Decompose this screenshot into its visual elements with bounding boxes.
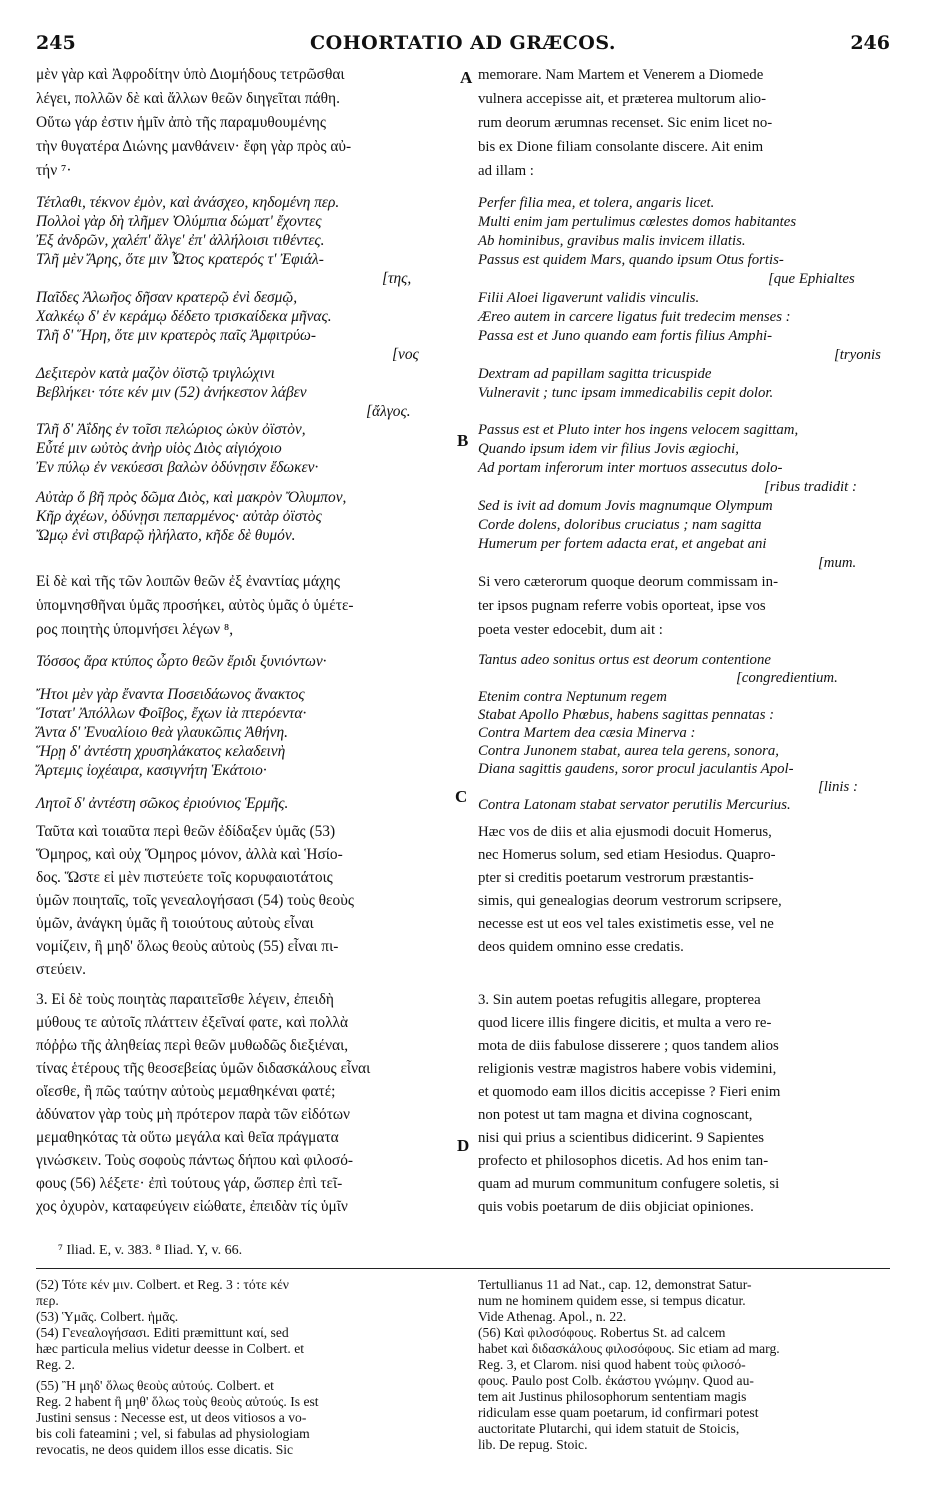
- note-line: Reg. 3, et Clarom. nisi quod habent τοὺς φιλοσό-: [478, 1357, 746, 1372]
- greek-verse-cont: [νος: [392, 346, 419, 363]
- greek-line: λέγει, πολλῶν δὲ καὶ ἄλλων θεῶν διηγεῖται πάθη.: [36, 90, 340, 107]
- note-line: habet καὶ διδασκάλους φιλοσόφους. Sic etiam ad marg.: [478, 1341, 780, 1356]
- greek-verse: Ἤτοι μὲν γὰρ ἔναντα Ποσειδάωνος ἄνακτος: [36, 686, 305, 703]
- greek-verse: Ἥρῃ δ' ἀντέστη χρυσηλάκατος κελαδεινὴ: [36, 743, 286, 760]
- note-line: num ne hominem quidem esse, si tempus dicatur.: [478, 1293, 746, 1308]
- greek-verse-cont: [της,: [382, 270, 412, 287]
- note-line: (53) Ὑμᾶς. Colbert. ἡμᾶς.: [36, 1309, 179, 1324]
- greek-line: μεμαθηκότας τὰ οὕτω μεγάλα καὶ θεῖα πράγματα: [36, 1129, 339, 1146]
- note-line: Tertullianus 11 ad Nat., cap. 12, demonstrat Satur-: [478, 1277, 752, 1292]
- latin-line: quam ad murum communitum confugere soletis, si: [478, 1176, 780, 1192]
- latin-line: religionis vestræ magistros habere vobis videmini,: [478, 1061, 777, 1077]
- latin-line: deos quidem omnino esse credatis.: [478, 939, 684, 955]
- latin-verse: Sed is ivit ad domum Jovis magnumque Olympum: [478, 498, 773, 514]
- latin-verse: Contra Martem dea cæsia Minerva :: [478, 725, 696, 741]
- greek-verse: Λητοῖ δ' ἀντέστη σῶκος ἐριούνιος Ἑρμῆς.: [36, 795, 289, 812]
- note-line: revocatis, ne deos quidem illos esse dicatis. Sic: [36, 1442, 294, 1457]
- note-line: Justini sensus : Necesse est, ut deos vitiosos a vo-: [36, 1410, 307, 1425]
- latin-line: mota de diis fabulose disserere ; quos tandem alios: [478, 1038, 779, 1054]
- greek-line: στεύειν.: [36, 961, 86, 978]
- note-line: auctoritate Plutarchi, qui idem statuit de Stoicis,: [478, 1421, 740, 1436]
- greek-verse: Εὖτέ μιν ωὐτὸς ἀνὴρ υἱὸς Διὸς αἰγιόχοιο: [36, 440, 282, 457]
- greek-line: τίνας ἑτέρους τῆς θεοσεβείας ὑμῶν διδασκάλους εἶναι: [36, 1060, 371, 1077]
- greek-verse: Πολλοὶ γὰρ δὴ τλῆμεν Ὀλύμπια δώματ' ἔχοντες: [36, 213, 322, 230]
- latin-verse: Passus est quidem Mars, quando ipsum Otus fortis-: [478, 252, 784, 268]
- latin-line: bis ex Dione filiam consolante discere. Ait enim: [478, 139, 764, 155]
- greek-verse: Παῖδες Ἀλωῆος δῆσαν κρατερῷ ἐνὶ δεσμῷ,: [36, 289, 298, 306]
- latin-line: et quomodo eam illos dicitis accepisse ? Fieri enim: [478, 1084, 781, 1100]
- running-title: COHORTATIO AD GRÆCOS.: [310, 32, 616, 54]
- latin-verse: Filii Aloei ligaverunt validis vinculis.: [478, 290, 700, 306]
- greek-verse: Ἵστατ' Ἀπόλλων Φοῖβος, ἔχων ἰὰ πτερόεντα·: [36, 705, 307, 722]
- latin-verse-cont: [que Ephialtes: [768, 271, 855, 287]
- left-page-number: 245: [36, 32, 76, 54]
- latin-verse: Passus est et Pluto inter hos ingens velocem sagittam,: [478, 422, 799, 438]
- margin-letter-d: D: [457, 1136, 470, 1155]
- note-line: Reg. 2 habent ἢ μηθ' ὅλως τοὺς θεοὺς αὐτούς. Is est: [36, 1394, 319, 1409]
- greek-line: νομίζειν, ἢ μηδ' ὅλως θεοὺς αὐτοὺς (55) εἶναι πι-: [36, 938, 339, 955]
- latin-line: quod licere illis fingere dicitis, et multa a vero re-: [478, 1015, 772, 1031]
- latin-verse-cont: [tryonis: [834, 347, 881, 363]
- note-line: lib. De repug. Stoic.: [478, 1437, 588, 1452]
- latin-line: necesse est ut eos vel tales existimetis esse, vel ne: [478, 916, 774, 932]
- latin-line: vulnera accepisse ait, et præterea multorum alio-: [478, 91, 767, 107]
- latin-line: Si vero cæterorum quoque deorum commissam in-: [478, 574, 778, 590]
- greek-line: τὴν θυγατέρα Διώνης μανθάνειν· ἔφη γὰρ πρὸς αὐ-: [36, 138, 352, 155]
- greek-line: Οὕτω γάρ ἐστιν ἡμῖν ἀπὸ τῆς παραμυθουμένης: [36, 114, 326, 131]
- greek-verse: Τλῆ δ' Ἀΐδης ἐν τοῖσι πελώριος ὠκὺν ὀϊστὸν,: [36, 421, 306, 438]
- greek-verse: Κῆρ ἀχέων, ὀδύνῃσι πεπαρμένος· αὐτὰρ ὀϊστὸς: [36, 508, 322, 525]
- greek-verse: Χαλκέῳ δ' ἐν κεράμῳ δέδετο τρισκαίδεκα μῆνας.: [36, 308, 332, 325]
- greek-line: τήν ⁷·: [36, 162, 72, 179]
- latin-line: nec Homerus solum, sed etiam Hesiodus. Quapro-: [478, 847, 776, 863]
- latin-line: Hæc vos de diis et alia ejusmodi docuit Homerus,: [478, 824, 772, 840]
- margin-letter-a: A: [460, 68, 473, 87]
- greek-line: χος ὀχυρὸν, καταφεύγειν εἰώθατε, ἐπειδὰν τίς ὑμῖν: [36, 1198, 348, 1215]
- greek-verse: Τλῆ μὲν Ἄρης, ὅτε μιν Ὦτος κρατερός τ' Ἐφιάλ-: [36, 251, 324, 268]
- latin-verse: Æreo autem in carcere ligatus fuit tredecim menses :: [478, 309, 791, 325]
- note-line: περ.: [36, 1293, 59, 1308]
- greek-line: μὲν γὰρ καὶ Ἀφροδίτην ὑπὸ Διομήδους τετρῶσθαι: [36, 66, 345, 83]
- greek-verse: Τόσσος ἄρα κτύπος ὦρτο θεῶν ἔριδι ξυνιόντων·: [36, 653, 327, 670]
- note-line: ridiculam esse quam poetarum, id confirmari potest: [478, 1405, 759, 1420]
- latin-line: profecto et philosophos dicetis. Ad hos enim tan-: [478, 1153, 769, 1169]
- latin-verse: Diana sagittis gaudens, soror procul jaculantis Apol-: [478, 761, 794, 777]
- latin-verse: Ab hominibus, gravibus malis invicem illatis.: [478, 233, 746, 249]
- latin-line: nisi qui prius a scientibus didicerint. 9 Sapientes: [478, 1130, 765, 1146]
- greek-verse: Τέτλαθι, τέκνον ἐμὸν, καὶ ἀνάσχεο, κηδομένη περ.: [36, 194, 340, 211]
- greek-line: δος. Ὥστε εἰ μὲν πιστεύετε τοῖς κορυφαιοτάτοις: [36, 869, 333, 886]
- greek-line: Ταῦτα καὶ τοιαῦτα περὶ θεῶν ἐδίδαξεν ὑμᾶς (53): [36, 823, 336, 840]
- greek-verse: Τλῆ δ' Ἥρη, ὅτε μιν κρατερὸς παῖς Ἀμφιτρύω-: [36, 327, 317, 344]
- margin-letter-b: B: [457, 431, 469, 450]
- latin-line: ad illam :: [478, 163, 534, 179]
- latin-line: 3. Sin autem poetas refugitis allegare, propterea: [478, 992, 761, 1008]
- latin-line: poeta vester edocebit, dum ait :: [478, 622, 663, 638]
- latin-line: memorare. Nam Martem et Venerem a Diomede: [478, 67, 764, 83]
- greek-verse-cont: [ἄλγος.: [366, 403, 411, 420]
- greek-line: Εἰ δὲ καὶ τῆς τῶν λοιπῶν θεῶν ἐξ ἐναντίας μάχης: [36, 573, 340, 590]
- latin-verse: Corde dolens, doloribus cruciatus ; nam sagitta: [478, 517, 762, 533]
- latin-verse: Stabat Apollo Phœbus, habens sagittas pennatas :: [478, 707, 775, 723]
- footnote-rule: [36, 1268, 890, 1269]
- right-page-number: 246: [850, 32, 890, 54]
- latin-verse: Contra Latonam stabat servator perutilis Mercurius.: [478, 797, 791, 813]
- greek-line: ὑπομνησθῆναι ὑμᾶς προσήκει, αὐτὸς ὑμᾶς ὁ ὑμέτε-: [36, 597, 354, 614]
- note-line: Reg. 2.: [36, 1357, 75, 1372]
- latin-line: ter ipsos pugnam referre vobis oporteat, ipse vos: [478, 598, 766, 614]
- latin-verse-cont: [mum.: [818, 555, 857, 571]
- latin-verse-cont: [congredientium.: [736, 670, 838, 686]
- latin-verse: Vulneravit ; tunc ipsam immedicabilis cepit dolor.: [478, 385, 774, 401]
- note-line: bis coli fateamini ; vel, si fabulas ad physiologiam: [36, 1426, 310, 1441]
- greek-line: ὑμῶν, ἀνάγκη ὑμᾶς ἢ τοιούτους αὐτοὺς εἶναι: [36, 915, 314, 932]
- greek-verse: Δεξιτερὸν κατὰ μαζὸν ὀϊστῷ τριγλώχινι: [36, 365, 275, 382]
- greek-verse: Ἐξ ἀνδρῶν, χαλέπ' ἄλγε' ἐπ' ἀλλήλοισι τιθέντες.: [36, 232, 325, 249]
- margin-letter-c: C: [455, 787, 468, 806]
- note-line: (52) Τότε κέν μιν. Colbert. et Reg. 3 : τότε κέν: [36, 1277, 289, 1292]
- note-line: tem ait Justinus philosophorum sententiam magis: [478, 1389, 747, 1404]
- latin-line: rum deorum ærumnas recenset. Sic enim licet no-: [478, 115, 773, 131]
- greek-verse: Ἐν πύλῳ ἐν νεκύεσσι βαλὼν ὀδύνῃσιν ἔδωκεν·: [36, 459, 319, 476]
- latin-verse: Perfer filia mea, et tolera, angaris licet.: [478, 195, 715, 211]
- note-line: Vide Athenag. Apol., n. 22.: [478, 1309, 627, 1324]
- note-line: (56) Καὶ φιλοσόφους. Robertus St. ad calcem: [478, 1325, 726, 1340]
- latin-verse: Etenim contra Neptunum regem: [478, 689, 667, 705]
- latin-verse: Quando ipsum idem vir filius Jovis ægiochi,: [478, 441, 739, 457]
- greek-line: ἀδύνατον γὰρ τοὺς μὴ πρότερον παρὰ τῶν εἰδότων: [36, 1106, 350, 1123]
- greek-verse: Ὤμῳ ἐνὶ στιβαρῷ ἠλήλατο, κῆδε δὲ θυμόν.: [36, 527, 296, 544]
- note-line: (54) Γενεαλογήσασι. Editi præmittunt καί, sed: [36, 1325, 289, 1340]
- latin-verse: Contra Junonem stabat, aurea tela gerens, sonora,: [478, 743, 779, 759]
- greek-line: Ὅμηρος, καὶ οὐχ Ὅμηρος μόνον, ἀλλὰ καὶ Ἡσίο-: [36, 846, 343, 863]
- greek-verse: Βεβλήκει· τότε κέν μιν (52) ἀνήκεστον λάβεν: [36, 384, 307, 401]
- latin-verse: Tantus adeo sonitus ortus est deorum contentione: [478, 652, 771, 668]
- note-line: hæc particula melius videtur deesse in Colbert. et: [36, 1341, 305, 1356]
- greek-verse: Αὐτὰρ ὅ βῆ πρὸς δῶμα Διὸς, καὶ μακρὸν Ὄλυμπον,: [36, 489, 347, 506]
- greek-line: ὑμῶν ποιηταῖς, τοῖς γενεαλογήσασι (54) τοὺς θεοὺς: [36, 892, 354, 909]
- greek-verse: Ἄντα δ' Ἐνυαλίοιο θεὰ γλαυκῶπις Ἀθήνη.: [36, 724, 288, 741]
- latin-line: quis vobis poetarum de diis objiciat opiniones.: [478, 1199, 754, 1215]
- latin-verse-cont: [ribus tradidit :: [764, 479, 857, 495]
- latin-line: non potest ut tam magna et divina cognoscant,: [478, 1107, 753, 1123]
- greek-line: γινώσκειν. Τοὺς σοφοὺς πάντως δήπου καὶ φιλοσό-: [36, 1152, 354, 1169]
- latin-verse: Humerum per fortem adacta erat, et angebat ani: [478, 536, 767, 552]
- latin-verse: Passa est et Juno quando eam fortis filius Amphi-: [478, 328, 773, 344]
- latin-line: simis, qui genealogias deorum vestrorum scripsere,: [478, 893, 782, 909]
- latin-verse: Ad portam inferorum inter mortuos assecutus dolo-: [478, 460, 783, 476]
- greek-line: μύθους τε αὐτοῖς πλάττειν ἐξεῖναί φατε, καὶ πολλὰ: [36, 1014, 349, 1031]
- greek-line: πόῤῥω τῆς ἀληθείας περὶ θεῶν μυθωδῶς διεξιέναι,: [36, 1037, 349, 1054]
- footnote-references: ⁷ Iliad. E, v. 383. ⁸ Iliad. Y, v. 66.: [58, 1243, 243, 1258]
- note-line: φους. Paulo post Colb. ἐκάστου γνώμην. Quod au-: [478, 1373, 754, 1388]
- greek-line: ρος ποιητὴς ὑπομνήσει λέγων ⁸,: [36, 621, 234, 638]
- greek-line: οἴεσθε, ἢ πῶς ταύτην αὐτοὺς μεμαθηκέναι φατέ;: [36, 1083, 336, 1100]
- greek-line: φους (56) λέξετε· ἐπὶ τούτους γάρ, ὥσπερ ἐπὶ τεῖ-: [36, 1175, 343, 1192]
- note-line: (55) Ἢ μηδ' ὅλως θεοὺς αὐτούς. Colbert. et: [36, 1378, 274, 1393]
- latin-verse: Dextram ad papillam sagitta tricuspide: [478, 366, 712, 382]
- latin-line: pter si creditis poetarum vestrorum præstantis-: [478, 870, 754, 886]
- latin-verse: Multi enim jam pertulimus cœlestes domos habitantes: [478, 214, 797, 230]
- latin-verse-cont: [linis :: [818, 779, 858, 795]
- greek-verse: Ἄρτεμις ἰοχέαιρα, κασιγνήτη Ἑκάτοιο·: [36, 762, 267, 779]
- greek-line: 3. Εἰ δὲ τοὺς ποιητὰς παραιτεῖσθε λέγειν, ἐπειδὴ: [36, 991, 334, 1008]
